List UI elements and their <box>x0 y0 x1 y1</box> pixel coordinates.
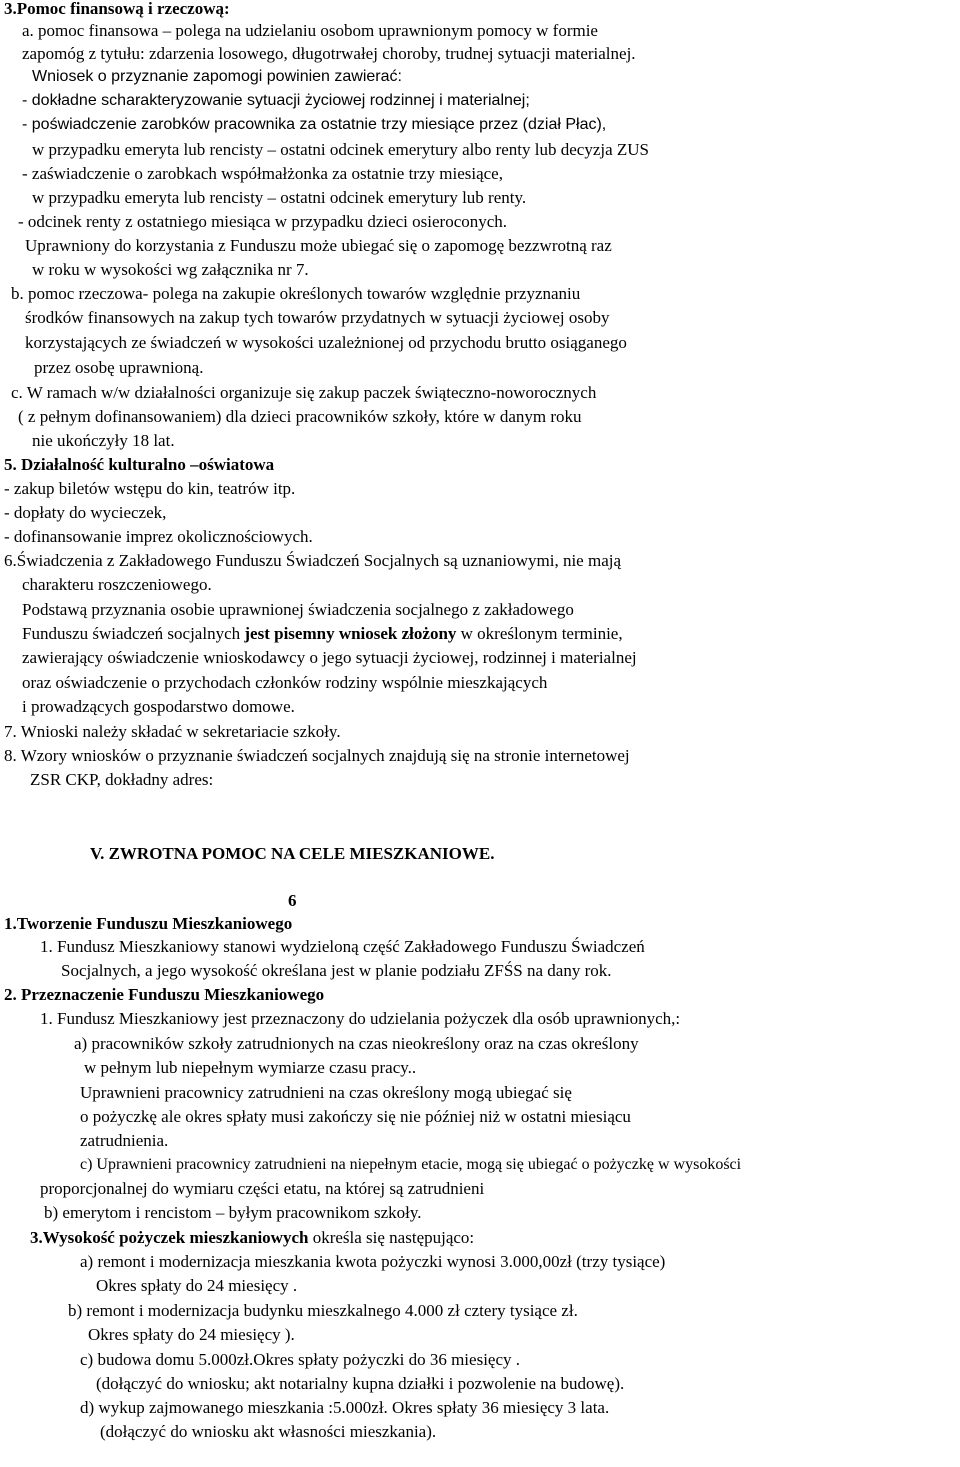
line-text: w określonym terminie, <box>456 624 623 643</box>
text-line <box>4 527 313 547</box>
line-text: 1. Fundusz Mieszkaniowy jest przeznaczony do udzielania pożyczek dla osób uprawnionych,: <box>40 1009 681 1028</box>
line-text: (dołączyć do wniosku akt własności mieszkania). <box>100 1422 437 1441</box>
text-line <box>84 1058 416 1078</box>
text-line <box>25 308 609 328</box>
text-line <box>40 937 645 957</box>
line-text: w pełnym lub niepełnym wymiarze czasu pracy.. <box>84 1058 417 1077</box>
text-line <box>32 260 309 280</box>
line-text: korzystających ze świadczeń w wysokości uzależnionej od przychodu brutto osiąganego <box>25 333 627 352</box>
line-text: oraz oświadczenie o przychodach członków rodziny wspólnie mieszkających <box>22 673 548 692</box>
bold-text: 2. Przeznaczenie Funduszu Mieszkaniowego <box>4 985 325 1004</box>
text-line <box>30 770 213 790</box>
text-line <box>4 503 166 523</box>
text-line <box>18 407 582 427</box>
text-line <box>4 722 341 742</box>
text-line <box>80 1107 631 1127</box>
line-text: 6.Świadczenia z Zakładowego Funduszu Świadczeń Socjalnych są uznaniowymi, nie mają <box>4 551 622 570</box>
line-text: - odcinek renty z ostatniego miesiąca w przypadku dzieci osieroconych. <box>18 212 508 231</box>
text-line <box>96 1374 624 1394</box>
line-text: - dopłaty do wycieczek, <box>4 503 167 522</box>
line-text: b) emerytom i rencistom – byłym pracownikom szkoły. <box>44 1203 422 1222</box>
text-line <box>11 383 596 403</box>
line-text: zatrudnienia. <box>80 1131 169 1150</box>
line-text: 8. Wzory wniosków o przyznanie świadczeń socjalnych znajdują się na stronie internetowej <box>4 746 630 765</box>
line-text: a) remont i modernizacja mieszkania kwota pożyczki wynosi 3.000,00zł (trzy tysiące) <box>80 1252 666 1271</box>
text-line <box>32 431 175 451</box>
line-text: Okres spłaty do 24 miesięcy ). <box>88 1325 295 1344</box>
line-text: 7. Wnioski należy składać w sekretariacie szkoły. <box>4 722 341 741</box>
line-text: Okres spłaty do 24 miesięcy . <box>96 1276 298 1295</box>
line-text: w roku w wysokości wg załącznika nr 7. <box>32 260 309 279</box>
text-line <box>74 1034 639 1054</box>
line-text: - poświadczenie zarobków pracownika za ostatnie trzy miesiące przez (dział Płac), <box>22 116 607 133</box>
text-line <box>40 1179 484 1199</box>
text-line <box>96 1276 297 1296</box>
line-text: c) budowa domu 5.000zł.Okres spłaty pożyczki do 36 miesięcy . <box>80 1350 521 1369</box>
text-line <box>22 624 623 644</box>
line-text: charakteru roszczeniowego. <box>22 575 212 594</box>
line-text: o pożyczkę ale okres spłaty musi zakończy się nie później niż w ostatni miesiącu <box>80 1107 631 1126</box>
text-line <box>80 1350 520 1370</box>
text-line <box>80 1155 741 1175</box>
text-line <box>80 1398 609 1418</box>
text-line <box>88 1325 295 1345</box>
line-text: Funduszu świadczeń socjalnych <box>22 624 245 643</box>
line-text: - zakup biletów wstępu do kin, teatrów itp. <box>4 479 296 498</box>
line-text: przez osobę uprawnioną. <box>34 358 204 377</box>
bold-text: V. ZWROTNA POMOC NA CELE MIESZKANIOWE. <box>90 844 495 863</box>
text-line <box>18 212 507 232</box>
line-text: - dokładne scharakteryzowanie sytuacji życiowej rodzinnej i materialnej; <box>22 92 530 109</box>
line-text: a. pomoc finansowa – polega na udzielaniu osobom uprawnionym pomocy w formie <box>22 21 598 40</box>
text-line <box>22 44 636 64</box>
chapter-v-heading <box>90 844 494 864</box>
text-line <box>80 1131 168 1151</box>
text-line <box>22 115 606 135</box>
text-line <box>4 551 621 571</box>
text-line <box>22 21 598 41</box>
text-line <box>80 1083 572 1103</box>
bold-text: jest pisemny wniosek złożony <box>244 624 457 643</box>
line-text: zawierający oświadczenie wnioskodawcy o jego sytuacji życiowej, rodzinnej i materialnej <box>22 648 637 667</box>
page-number <box>288 891 297 911</box>
text-line <box>80 1252 665 1272</box>
text-line <box>61 961 612 981</box>
line-text: Uprawniony do korzystania z Funduszu może ubiegać się o zapomogę bezzwrotną raz <box>25 236 612 255</box>
line-text: zapomóg z tytułu: zdarzenia losowego, długotrwałej choroby, trudnej sytuacji materialnej. <box>22 44 636 63</box>
line-text: Wniosek o przyznanie zapomogi powinien zawierać: <box>32 68 402 85</box>
line-text: - zaświadczenie o zarobkach współmałżonka za ostatnie trzy miesiące, <box>22 164 503 183</box>
line-text: b. pomoc rzeczowa- polega na zakupie określonych towarów względnie przyznaniu <box>11 284 581 303</box>
subsection-heading <box>30 1228 474 1248</box>
text-line <box>22 600 574 620</box>
text-line <box>32 140 649 160</box>
text-line <box>25 236 612 256</box>
line-text: a) pracowników szkoły zatrudnionych na czas nieokreślony oraz na czas określony <box>74 1034 639 1053</box>
bold-text: 3.Wysokość pożyczek mieszkaniowych <box>30 1228 309 1247</box>
line-text: Uprawnieni pracownicy zatrudnieni na czas określony mogą ubiegać się <box>80 1083 572 1102</box>
line-text: b) remont i modernizacja budynku mieszkalnego 4.000 zł cztery tysiące zł. <box>68 1301 578 1320</box>
bold-text: 5. Działalność kulturalno –oświatowa <box>4 455 275 474</box>
text-line <box>22 164 503 184</box>
line-text: ( z pełnym dofinansowaniem) dla dzieci pracowników szkoły, które w danym roku <box>18 407 582 426</box>
text-line <box>22 697 295 717</box>
line-text: 1. Fundusz Mieszkaniowy stanowi wydzieloną część Zakładowego Funduszu Świadczeń <box>40 937 645 956</box>
text-line <box>22 91 530 111</box>
line-text: i prowadzących gospodarstwo domowe. <box>22 697 295 716</box>
section-5-heading <box>4 455 274 475</box>
text-line <box>68 1301 578 1321</box>
text-line <box>4 746 630 766</box>
line-text: określa się następująco: <box>308 1228 475 1247</box>
line-text: w przypadku emeryta lub rencisty – ostatni odcinek emerytury lub renty. <box>32 188 527 207</box>
text-line <box>22 648 637 668</box>
line-text: (dołączyć do wniosku; akt notarialny kupna działki i pozwolenie na budowę). <box>96 1374 625 1393</box>
bold-text: 1.Tworzenie Funduszu Mieszkaniowego <box>4 914 293 933</box>
line-text: proporcjonalnej do wymiaru części etatu, na której są zatrudnieni <box>40 1179 485 1198</box>
text-line <box>4 479 295 499</box>
text-line <box>100 1422 436 1442</box>
line-text: - dofinansowanie imprez okolicznościowych. <box>4 527 313 546</box>
text-line <box>32 67 402 87</box>
line-text: Socjalnych, a jego wysokość określana jest w planie podziału ZFŚS na dany rok. <box>61 961 612 980</box>
text-line <box>32 188 526 208</box>
line-text: c) Uprawnieni pracownicy zatrudnieni na niepełnym etacie, mogą się ubiegać o pożyczkę w wysokości <box>80 1156 742 1173</box>
line-text: Podstawą przyznania osobie uprawnionej świadczenia socjalnego z zakładowego <box>22 600 574 619</box>
section-3-heading <box>4 0 230 19</box>
text-line <box>22 673 547 693</box>
line-text: d) wykup zajmowanego mieszkania :5.000zł. Okres spłaty 36 miesięcy 3 lata. <box>80 1398 610 1417</box>
text-line <box>11 284 580 304</box>
line-text: ZSR CKP, dokładny adres: <box>30 770 214 789</box>
text-line <box>44 1203 422 1223</box>
bold-text: 3.Pomoc finansową i rzeczową: <box>4 0 230 18</box>
text-line <box>25 333 627 353</box>
text-line <box>22 575 212 595</box>
bold-text: 6 <box>288 891 297 910</box>
line-text: c. W ramach w/w działalności organizuje się zakup paczek świąteczno-noworocznych <box>11 383 597 402</box>
line-text: w przypadku emeryta lub rencisty – ostatni odcinek emerytury albo renty lub decyzja ZUS <box>32 140 650 159</box>
subsection-heading <box>4 914 292 934</box>
text-line <box>34 358 203 378</box>
line-text: środków finansowych na zakup tych towarów przydatnych w sytuacji życiowej osoby <box>25 308 610 327</box>
subsection-heading <box>4 985 324 1005</box>
line-text: nie ukończyły 18 lat. <box>32 431 175 450</box>
text-line <box>40 1009 680 1029</box>
